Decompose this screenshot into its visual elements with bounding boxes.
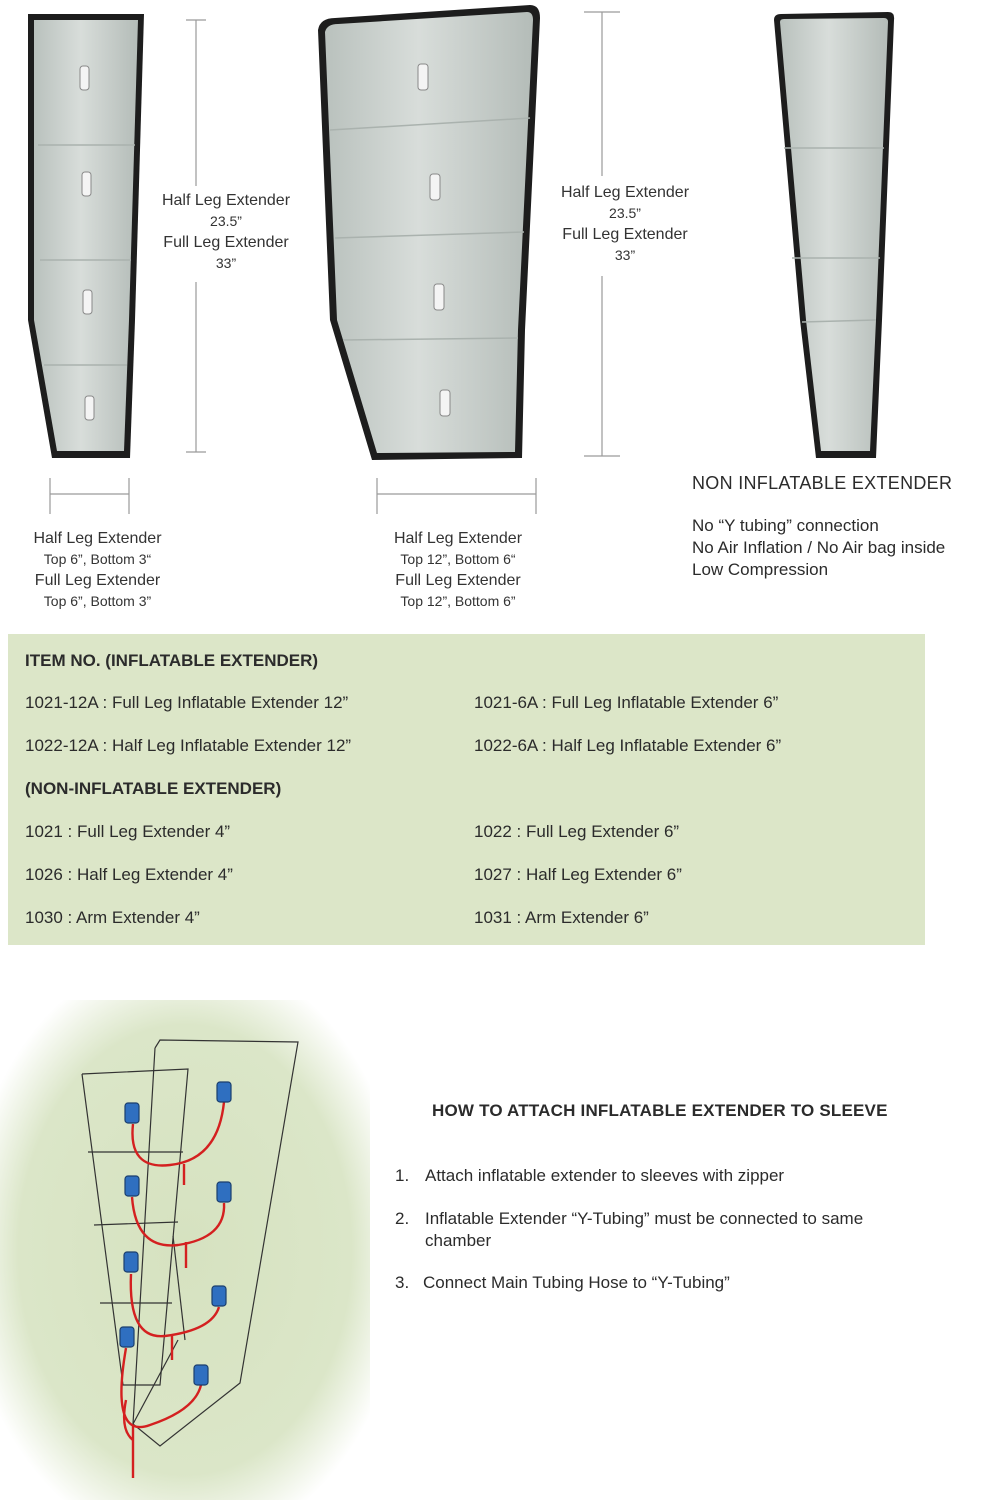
attachment-diagram bbox=[0, 1000, 370, 1500]
non-inflatable-line-1: No “Y tubing” connection bbox=[692, 516, 879, 535]
left-height-half-name: Half Leg Extender bbox=[161, 192, 291, 209]
item-1027: 1027 : Half Leg Extender 6” bbox=[474, 865, 682, 884]
middle-width-label bbox=[368, 528, 548, 612]
non-inflatable-heading: (NON-INFLATABLE EXTENDER) bbox=[25, 779, 282, 798]
step-2-text: Inflatable Extender “Y-Tubing” must be connected to same bbox=[425, 1209, 864, 1228]
item-1026: 1026 : Half Leg Extender 4” bbox=[25, 865, 233, 884]
item-1022: 1022 : Full Leg Extender 6” bbox=[474, 822, 680, 841]
left-width-half-value: Top 6”, Bottom 3“ bbox=[43, 551, 152, 567]
middle-height-full-name: Full Leg Extender bbox=[562, 226, 688, 243]
left-height-full-name: Full Leg Extender bbox=[163, 234, 289, 251]
item-1022-12a: 1022-12A : Half Leg Inflatable Extender 12” bbox=[25, 736, 352, 755]
middle-height-half-name: Half Leg Extender bbox=[560, 184, 690, 201]
instruction-step-3 bbox=[395, 1272, 730, 1294]
step-3-number: 3. bbox=[395, 1273, 410, 1292]
full-leg-extender-image bbox=[318, 5, 540, 460]
inflatable-heading: ITEM NO. (INFLATABLE EXTENDER) bbox=[25, 651, 319, 670]
item-1021-6a: 1021-6A : Full Leg Inflatable Extender 6” bbox=[474, 693, 779, 712]
left-width-half-name: Half Leg Extender bbox=[33, 530, 162, 547]
left-width-label bbox=[10, 528, 185, 612]
non-inflatable-extender-image bbox=[774, 12, 894, 458]
step-3-text: Connect Main Tubing Hose to “Y-Tubing” bbox=[423, 1273, 730, 1292]
step-2-text-cont: chamber bbox=[425, 1231, 492, 1250]
item-1021: 1021 : Full Leg Extender 4” bbox=[25, 822, 231, 841]
middle-width-half-value: Top 12”, Bottom 6“ bbox=[400, 551, 516, 567]
left-width-full-name: Full Leg Extender bbox=[34, 572, 161, 589]
non-inflatable-description bbox=[692, 515, 986, 581]
non-inflatable-line-2: No Air Inflation / No Air bag inside bbox=[692, 538, 946, 557]
middle-width-full-value: Top 12”, Bottom 6” bbox=[400, 593, 516, 609]
middle-height-half-value: 23.5” bbox=[609, 205, 641, 221]
half-leg-extender-image bbox=[28, 14, 144, 458]
middle-width-half-name: Half Leg Extender bbox=[393, 530, 523, 547]
left-height-full-value: 33” bbox=[215, 255, 237, 271]
middle-width-full-name: Full Leg Extender bbox=[395, 572, 521, 589]
left-width-full-value: Top 6”, Bottom 3” bbox=[43, 593, 152, 609]
left-height-label bbox=[146, 190, 306, 274]
item-1022-6a: 1022-6A : Half Leg Inflatable Extender 6” bbox=[474, 736, 782, 755]
instructions-title: HOW TO ATTACH INFLATABLE EXTENDER TO SLEEVE bbox=[432, 1101, 888, 1120]
item-1030: 1030 : Arm Extender 4” bbox=[25, 908, 200, 927]
step-1-text: Attach inflatable extender to sleeves with zipper bbox=[425, 1166, 785, 1185]
left-height-half-value: 23.5” bbox=[210, 213, 242, 229]
non-inflatable-line-3: Low Compression bbox=[692, 560, 829, 579]
step-1-number: 1. bbox=[395, 1166, 410, 1185]
instruction-step-2 bbox=[395, 1208, 863, 1252]
step-2-number: 2. bbox=[395, 1209, 410, 1228]
item-number-panel bbox=[8, 634, 925, 945]
item-1021-12a: 1021-12A : Full Leg Inflatable Extender 12” bbox=[25, 693, 349, 712]
item-1031: 1031 : Arm Extender 6” bbox=[474, 908, 649, 927]
non-inflatable-title: NON INFLATABLE EXTENDER bbox=[692, 473, 953, 493]
instruction-step-1 bbox=[395, 1165, 784, 1187]
middle-height-full-value: 33” bbox=[614, 247, 636, 263]
middle-height-label bbox=[545, 182, 705, 266]
